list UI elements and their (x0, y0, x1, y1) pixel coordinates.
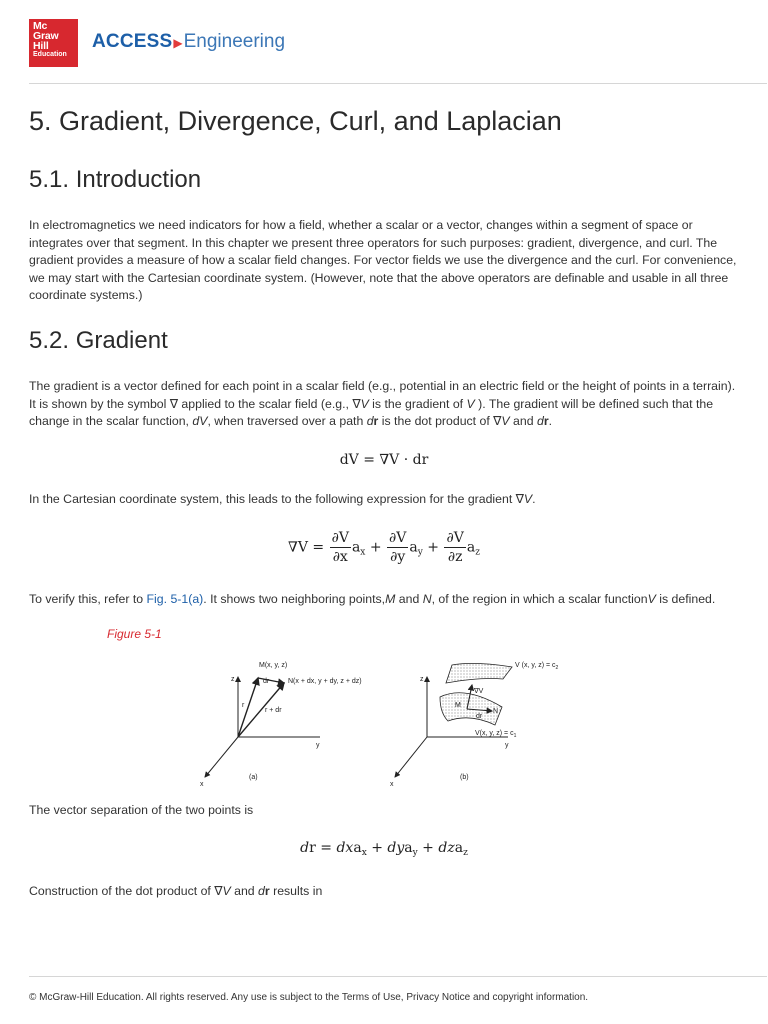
fig-b-grad-v: ∇V (474, 688, 484, 695)
chapter-title: 5. Gradient, Divergence, Curl, and Laplacian (29, 106, 562, 136)
fig-a-dr: dr (263, 678, 270, 685)
section-heading-gradient: 5.2. Gradient (29, 327, 168, 354)
brand-engineering: Engineering (183, 31, 286, 52)
gradient-paragraph-2: In the Cartesian coordinate system, this leads to the following expression for the gradient ∇V. (29, 492, 536, 506)
fig-a-point-n: N(x + dx, y + dy, z + dz) (288, 678, 362, 685)
fig-b-surface-c1-label: V(x, y, $z) = c_1$ (475, 730, 517, 739)
fig-b-point-m: M (455, 702, 461, 709)
figure-5-1 (190, 655, 559, 790)
gradient-paragraph-1: The gradient is a vector defined for each point in a scalar field (e.g., potential in an electric field or the height of points in a terrain). It is shown by the symbol ∇ applied to the scalar field (e.g., ∇V is the gradient of V ). The gradient will be defined such that the change in the scalar function, dV, when traversed over a path dr is the dot product of ∇V and dr. (29, 379, 736, 428)
section-heading-introduction: 5.1. Introduction (29, 166, 202, 193)
fig-b-dr: dr (476, 713, 483, 720)
fig-a-caption: (a) (249, 774, 258, 781)
logo-line-1: Mc (33, 20, 48, 32)
mcgraw-hill-logo[interactable] (29, 19, 78, 67)
site-header (0, 0, 768, 84)
copyright-footer: © McGraw-Hill Education. All rights reserved. Any use is subject to the Terms of Use, Privacy Notice and copyright information. (29, 992, 589, 1003)
brand-access: ACCESS (92, 31, 173, 52)
access-engineering-logo[interactable] (92, 31, 285, 53)
brand-arrow-icon: ▶ (173, 36, 183, 50)
fig-a-r-plus-dr: r + dr (265, 707, 282, 714)
fig-a-point-m: M(x, y, z) (259, 662, 288, 669)
figure-link[interactable]: Fig. 5-1(a) (146, 592, 204, 606)
fig-b-surface-c2-label: V (x, y, $z) = c_2$ (515, 662, 559, 671)
fig-a-z-axis: z (231, 676, 235, 683)
fig-b-caption: (b) (460, 774, 469, 781)
equation-vector-separation: dr = dxa$_x$ + dya$_y$ + dza$_z$ (300, 840, 468, 858)
logo-line-4: Education (33, 51, 67, 58)
fig-a-r: r (242, 702, 245, 709)
footer-divider (29, 976, 767, 977)
figure-label: Figure 5-1 (107, 627, 162, 641)
fig-b-point-n: N (493, 708, 499, 715)
fig-b-surface-c2 (446, 663, 512, 683)
fig-b-z-axis: z (420, 676, 424, 683)
gradient-paragraph-4: The vector separation of the two points is (29, 803, 254, 817)
logo-line-2: Graw (33, 30, 59, 42)
figure-panel-b (390, 662, 559, 788)
fig-b-y-axis: y (505, 742, 509, 749)
gradient-paragraph-3: To verify this, refer to Fig. 5-1(a). It shows two neighboring points,M and N, of the region in which a scalar functionV is defined. (29, 592, 716, 606)
header-divider (29, 83, 767, 84)
fig-b-x-axis: x (390, 781, 394, 788)
fig-a-y-axis: y (316, 742, 320, 749)
fig-a-x-axis: x (200, 781, 204, 788)
equation-gradient-cartesian: ∇V = $\frac{\partial V}{\partial x}$ $a_x$ + $\frac{\partial V}{\partial y}$ $a_y$ + $\frac{\partial V}{\partial z}$ $a_z$ (288, 530, 480, 565)
equation-differential: dV = ∇V · dr (339, 452, 429, 468)
introduction-paragraph: In electromagnetics we need indicators for how a field, whether a scalar or a vector, changes within a segment of space or integrates over that segment. In this chapter we present three operators for such purposes: gradient, divergence, and curl. The gradient provides a measure of how a scalar field changes. For vector fields we use the divergence and the curl. For convenience, we may start with the Cartesian coordinate system. (However, note that the above operators are definable and usable in all three coordinate systems.) (29, 218, 737, 302)
logo-line-3: Hill (33, 40, 49, 52)
figure-panel-a (200, 662, 362, 788)
gradient-paragraph-5: Construction of the dot product of ∇V and dr results in (29, 884, 323, 898)
